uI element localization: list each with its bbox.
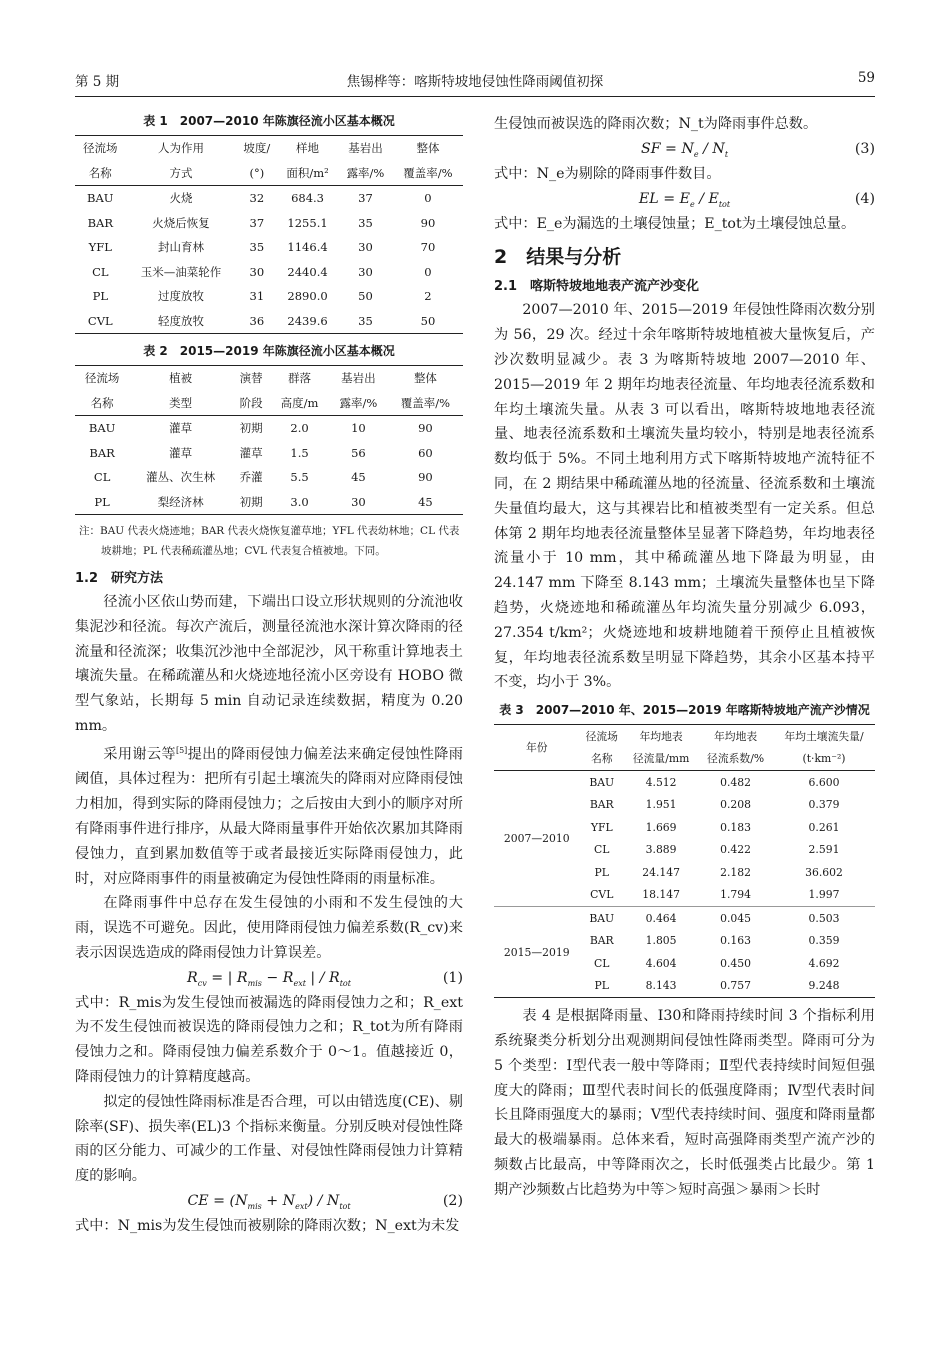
paragraph-eq2-notes: 式中：N_mis为发生侵蚀而被剔除的降雨次数；N_ext为未发 [75,1218,460,1235]
table-cell: CL [93,470,111,485]
table-cell: 35 [358,215,373,230]
table-header-cell: 样地 [277,136,338,161]
table-cell: 2.0 [290,421,309,436]
table3-body [494,771,875,998]
table-header-cell: 露率/% [329,391,388,416]
table3-header: 径流场 [579,725,624,748]
table-cell: 37 [249,215,265,230]
table3-header: 年均土壤流失量/ [773,725,875,748]
table-cell: 50 [393,309,463,334]
table2 [75,365,463,515]
table-cell: 30 [358,240,373,255]
table-cell: 9.248 [773,975,875,998]
table-cell: 过度放牧 [158,289,205,304]
table3-header-year: 年份 [494,725,579,771]
table-cell: 2.591 [808,843,840,857]
table-cell: 0.464 [645,911,677,925]
paragraph-results-2: 表 4 是根据降雨量、I30和降雨持续时间 3 个指标利用系统聚类分析划分出观测期间侵蚀性降雨类型。降雨可分为 5 个类型：Ⅰ型代表一般中等降雨；Ⅱ型代表持续时间短但强度大的降雨；Ⅲ型代表时间长的低强度降雨；Ⅳ型代表时间长且降雨强度大的暴雨；Ⅴ型代表持续时间、强度和降雨量都最大的极端暴雨。总体来看，短时高强降雨类型产流产沙的频数占比最高，中等降雨次之，长时低强类占比最少。第 1 期产沙频数占比趋势为中等＞短时高强＞暴雨＞长时 [494,1008,875,1198]
equation-2: CE = $(N_{mis} + N_{ext}) / N_{tot}$ (2) [75,1189,463,1214]
table-cell: 0.482 [720,775,752,789]
table-row [75,235,463,260]
table-cell: PL [594,865,609,879]
table2-body [75,416,463,515]
text: 采用谢云等 [103,746,176,763]
table-row [494,771,875,794]
table-cell: 30 [249,264,265,279]
table-cell: 0.045 [720,911,752,925]
table-header-cell: 面积/m² [277,161,338,186]
table-cell: 4.512 [645,775,677,789]
paragraph-eq2-notes-cont: 生侵蚀而被误选的降雨次数；N_t为降雨事件总数。 [494,116,818,132]
equation-number: (4) [854,190,875,207]
table-header-cell: 群落 [270,366,329,391]
table-row [75,309,463,334]
paragraph-eq1-notes: 式中：R_mis为发生侵蚀而被漏选的降雨侵蚀力之和；R_ext为不发生侵蚀而被误选的降雨侵蚀力之和；R_tot为所有降雨侵蚀力之和。降雨侵蚀力偏差系数介于 0～1。值越接近 0，降雨侵蚀力的计算精度越高。 [75,994,463,1086]
paragraph-method-2 [75,739,463,892]
running-header [75,70,875,92]
section-2-1-title: 2.1 喀斯特坡地地表产流产沙变化 [494,279,700,295]
table-cell: 1.805 [645,934,677,948]
table1-header-row2 [75,161,463,186]
table-cell: 60 [418,445,433,460]
equation-1: $R_{cv}$ = | $R_{mis} - R_{ext}$ | / $R_{tot}$ (1) [75,966,463,991]
table-cell: PL [579,975,624,998]
table-row [494,907,875,930]
table-cell: 0.379 [808,798,840,812]
table-cell: 31 [249,289,265,304]
table-row [75,211,463,236]
paragraph-results-1: 2007—2010 年、2015—2019 年侵蚀性降雨次数分别为 56，29 次。经过十余年喀斯特坡地植被大量恢复后，产沙次数明显减少。表 3 为喀斯特坡地 2007—2010 年、2015—2019 年 2 期年均地表径流量、年均地表径流系数和年均土壤流失量。从表 3 可以看出，喀斯特坡地地表径流量、地表径流系数和土壤流失量均较小，特别是地表径流系数均低于 5%。不同土地利用方式下喀斯特坡地产流特征不同，在 2 期结果中稀疏灌丛地的径流量、径流系数和土壤流失量值均最大，这与其裸岩比和植被类型有一定关系。但总体第 2 期年均地表径流量整体呈显著下降趋势，年均地表径流量小于 10 mm，其中稀疏灌丛地下降最为明显，由 24.147 mm 下降至 8.143 mm；土壤流失量整体也呈下降趋势，火烧迹地和稀疏灌丛年均流失量分别减少 6.093，27.354 t/km²；火烧迹地和坡耕地随着干预停止且植被恢复，年均地表径流系数呈明显下降趋势，其余小区基本持平不变，均小于 3%。 [494,302,875,691]
table-cell: 1.997 [773,884,875,907]
table-cell: 0 [424,264,432,279]
table2-header-row1 [75,366,463,391]
table-row [75,284,463,309]
table-header-cell: 露率/% [338,161,393,186]
table-cell: 2439.6 [277,309,338,334]
table-cell: 0.757 [698,975,773,998]
table-cell: 90 [420,215,436,230]
header-rule [75,96,875,97]
table-cell: 36 [237,309,278,334]
table-cell: 1.794 [698,884,773,907]
section-2-title: 2 结果与分析 [494,246,622,269]
table-cell: 0.450 [720,956,752,970]
table-cell: 灌草 [169,421,193,436]
table-cell: CVL [579,884,624,907]
table-cell: CVL [75,309,126,334]
table-cell: 24.147 [642,865,680,879]
table-header-cell: 坡度/ [237,136,278,161]
text: 提出的降雨侵蚀力偏差法来确定侵蚀性降雨阈值，具体过程为：把所有引起土壤流失的降雨对应降雨侵蚀力相加，得到实际的降雨侵蚀力；之后按由大到小的顺序对所有降雨事件进行排序，从最大降雨量事件开始依次累加其降雨侵蚀力，直到累加数值等于或者最接近实际降雨侵蚀力，此时，对应降雨事件的雨量被确定为侵蚀性降雨的雨量标准。 [75,746,463,887]
table-row [75,260,463,285]
table-cell: 70 [420,240,436,255]
table-cell: 玉米—油菜轮作 [140,264,222,279]
citation-ref: [5] [175,745,188,755]
table2-header-row2 [75,391,463,416]
table-header-cell: 演替 [232,366,270,391]
table-header-cell: 阶段 [232,391,270,416]
table-header-cell: 植被 [129,366,232,391]
table-cell: 4.604 [645,956,677,970]
table3-header: 年均地表 [624,725,698,748]
table-cell: 火烧后恢复 [152,215,210,230]
table-header-cell: 基岩出 [329,366,388,391]
table-cell: 35 [338,309,393,334]
table-cell: 36.602 [805,865,843,879]
table-header-cell: 类型 [129,391,232,416]
table-cell: BAU [589,911,615,925]
table-row [75,490,463,515]
table-cell: 30 [329,490,388,515]
table-cell: 1146.4 [287,240,328,255]
table-cell: CL [594,956,610,970]
table-cell: 3.0 [270,490,329,515]
table-cell: BAU [87,191,114,206]
table-header-cell: 径流场 [75,366,129,391]
table-header-cell: 径流场 [75,136,126,161]
table-cell: CL [594,843,610,857]
equation-4: EL = $E_e / E_{tot}$ (4) [494,187,875,212]
table-cell: YFL [590,820,613,834]
table-cell: 0.503 [808,911,840,925]
table-cell: 37 [358,191,373,206]
table1-header-row1 [75,136,463,161]
table-cell: 0.163 [720,934,752,948]
table-cell: 50 [358,289,373,304]
equation-number: (2) [442,1193,463,1210]
table-cell: 30 [358,264,373,279]
table1-body [75,186,463,334]
table-cell: 45 [388,490,463,515]
table-cell: 5.5 [290,470,309,485]
table-cell: 2.182 [720,865,752,879]
table-row [75,441,463,466]
table-cell: 0.261 [808,820,840,834]
table-cell: 90 [418,470,433,485]
table-cell: BAU [88,421,116,436]
table-cell: BAR [87,215,113,230]
table-header-cell: 高度/m [270,391,329,416]
table3-period: 2007—2010 [494,771,579,907]
table-cell: BAR [589,798,614,812]
table-cell: 0 [424,191,432,206]
table-cell: 0.183 [720,820,752,834]
table-header-cell: 覆盖率/% [388,391,463,416]
table-cell: YFL [88,240,112,255]
table-header-cell: 覆盖率/% [393,161,463,186]
table-header-cell: 名称 [75,391,129,416]
table-header-cell: 名称 [75,161,126,186]
running-title: 焦锡桦等：喀斯特坡地侵蚀性降雨阈值初探 [346,74,604,90]
equation-3: SF = $N_e / N_t$ (3) [494,137,875,162]
table-cell: 3.889 [645,843,677,857]
table-row [75,465,463,490]
table-cell: 1.669 [645,820,677,834]
table-cell: CL [92,264,109,279]
table-cell: 45 [351,470,366,485]
section-1-2-title: 1.2 研究方法 [75,571,164,586]
table-cell: 8.143 [624,975,698,998]
table-cell: 0.208 [720,798,752,812]
table-cell: 梨经济林 [129,490,232,515]
table-cell: 684.3 [291,191,325,206]
table-header-cell: 整体 [388,366,463,391]
table-cell: 1.951 [645,798,677,812]
table-cell: 2 [424,289,432,304]
table-cell: 35 [249,240,265,255]
table-cell: 6.600 [808,775,840,789]
table-cell: 90 [418,421,433,436]
table1-caption: 表 1 2007—2010 年陈旗径流小区基本概况 [143,114,395,128]
table-cell: 32 [249,191,265,206]
table-cell: PL [92,289,108,304]
table2-caption: 表 2 2015—2019 年陈旗径流小区基本概况 [143,344,395,358]
table-header-cell: 人为作用 [126,136,237,161]
table-cell: PL [75,490,129,515]
table-cell: 初期 [239,421,263,436]
equation-number: (3) [854,140,875,157]
table-note: 注：BAU 代表火烧迹地；BAR 代表火烧恢复灌草地；YFL 代表幼林地；CL 代表坡耕地；PL 代表稀疏灌丛地；CVL 代表复合植被地。下同。 [79,525,460,557]
table-cell: BAU [589,775,615,789]
table3 [494,724,875,998]
table-header-cell: (°) [237,161,278,186]
table-cell: 2440.4 [287,264,328,279]
table3-header: 径流系数/% [698,748,773,771]
table-header-cell: 基岩出 [338,136,393,161]
table3-header: (t·km⁻²) [773,748,875,771]
issue-number: 第 5 期 [75,74,120,90]
table-cell: 乔灌 [239,470,263,485]
table-row [75,416,463,441]
paragraph-eq4-notes: 式中：E_e为漏选的土壤侵蚀量；E_tot为土壤侵蚀总量。 [494,215,856,232]
table-cell: 封山育林 [158,240,205,255]
table-cell: 灌丛、次生林 [146,470,216,485]
equation-number: (1) [442,969,463,986]
table-row [75,186,463,211]
left-column [75,108,463,1239]
right-column [494,112,875,1203]
table-cell: 18.147 [624,884,698,907]
table3-caption: 表 3 2007—2010 年、2015—2019 年喀斯特坡地产流产沙情况 [499,703,870,718]
table3-period: 2015—2019 [494,907,579,998]
table-cell: 1.5 [290,445,309,460]
paragraph-criteria: 拟定的侵蚀性降雨标准是否合理，可以由错选度(CE)、剔除率(SF)、损失率(EL)3 个指标来衡量。分别反映对侵蚀性降雨的区分能力、可减少的工作量、对侵蚀性降雨侵蚀力计算精度的影响。 [75,1093,463,1185]
table-cell: 10 [351,421,366,436]
page-number: 59 [857,70,875,86]
table-header-cell: 整体 [393,136,463,161]
table-cell: 4.692 [808,956,840,970]
paragraph-eq3-notes: 式中：N_e为剔除的降雨事件数目。 [494,165,721,182]
table-cell: 初期 [232,490,270,515]
table-cell: 56 [351,445,366,460]
table-cell: 2890.0 [287,289,328,304]
table3-header: 年均地表 [698,725,773,748]
table-cell: 火烧 [169,191,193,206]
table-header-cell: 方式 [126,161,237,186]
table-cell: 轻度放牧 [126,309,237,334]
table3-header: 径流量/mm [624,748,698,771]
table-cell: 0.422 [720,843,752,857]
table1 [75,135,463,334]
table3-header-row1 [494,725,875,748]
table-cell: 灌草 [169,445,193,460]
table-cell: BAR [89,445,115,460]
paragraph-method-3: 在降雨事件中总存在发生侵蚀的小雨和不发生侵蚀的大雨，误选不可避免。因此，使用降雨侵蚀力偏差系数(R_cv)来表示因误选造成的降雨侵蚀力计算误差。 [75,895,463,961]
table-cell: BAR [589,934,614,948]
table-cell: 灌草 [239,445,263,460]
paragraph-method-1: 径流小区依山势而建，下端出口设立形状规则的分流池收集泥沙和径流。每次产流后，测量径流池水深计算次降雨的径流量和径流深；收集沉沙池中全部泥沙，风干称重计算地表土壤流失量。在稀疏灌丛和火烧迹地径流小区旁设有 HOBO 微型气象站，长期每 5 min 自动记录连续数据，精度为 0.20 mm。 [75,594,463,734]
table3-header: 名称 [579,748,624,771]
table-cell: 1255.1 [287,215,328,230]
table-cell: 0.359 [808,934,840,948]
